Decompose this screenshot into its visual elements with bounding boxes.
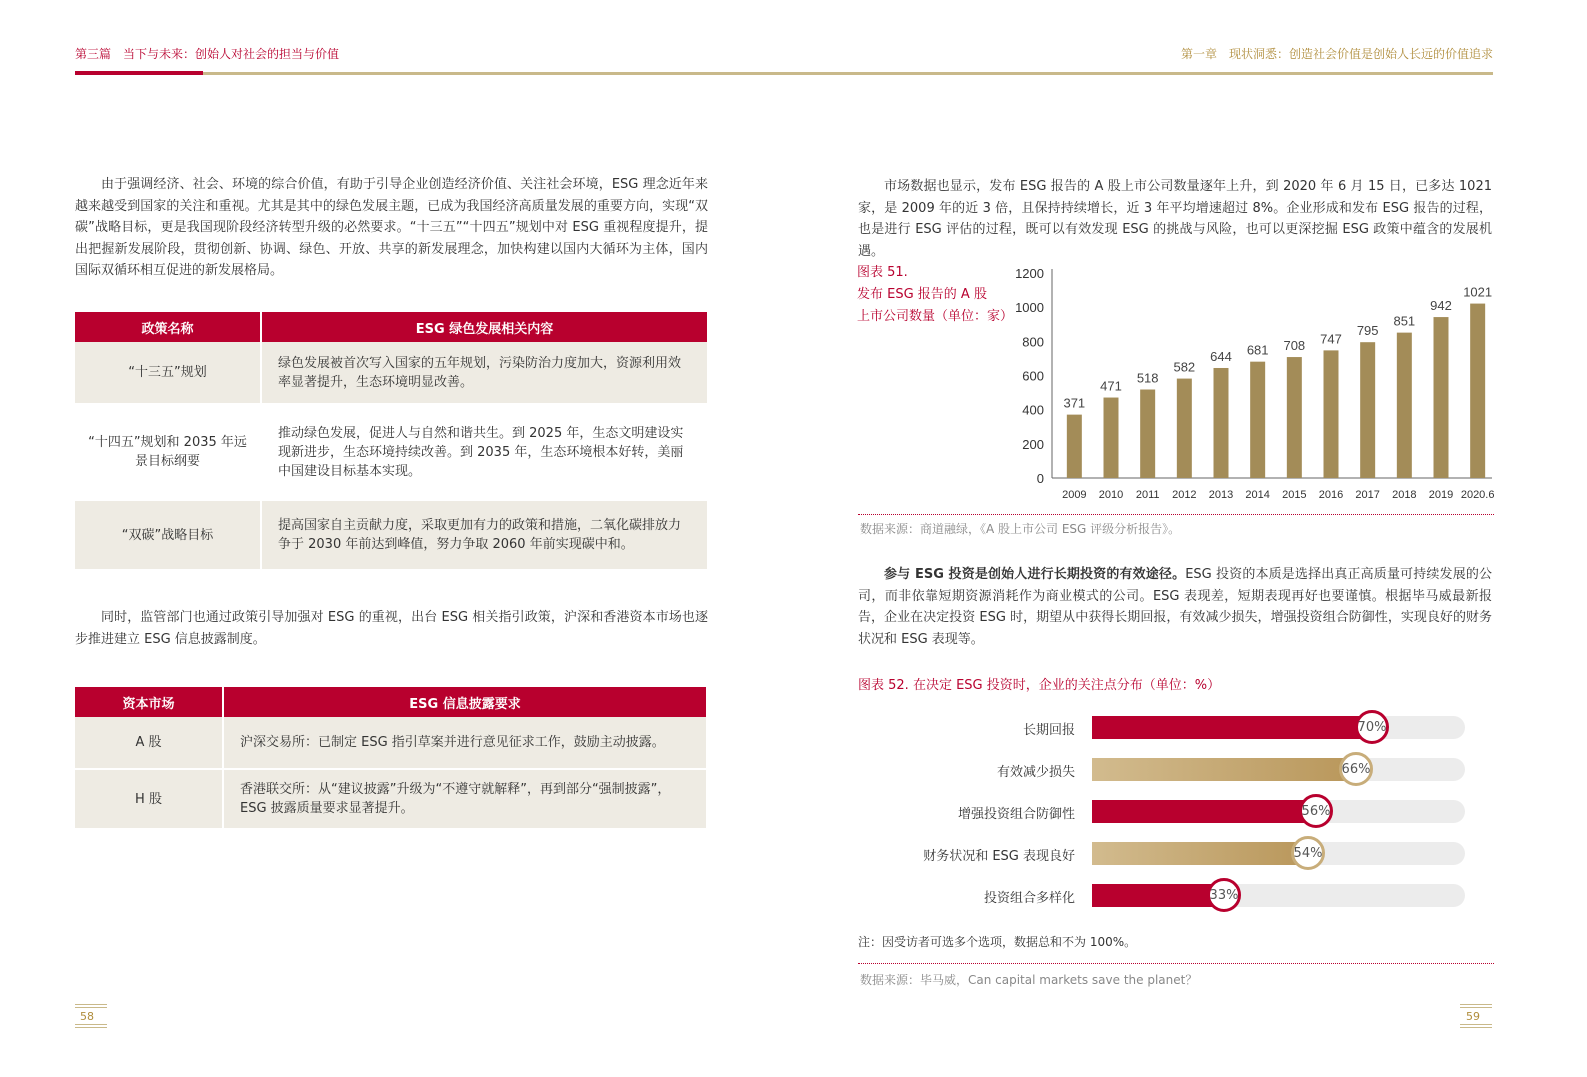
x-tick-label: 2009 (1062, 489, 1087, 501)
header-rule (75, 72, 1493, 75)
bar (1104, 398, 1119, 478)
x-tick-label: 2016 (1318, 489, 1344, 501)
policy-name: “十四五”规划和 2035 年远景目标纲要 (75, 404, 261, 500)
x-tick-label: 2017 (1355, 489, 1380, 501)
bar (1470, 304, 1485, 478)
market-content: 沪深交易所：已制定 ESG 指引草案并进行意见征求工作，鼓励主动披露。 (223, 717, 706, 769)
bar (1397, 333, 1412, 478)
figure-51-label: 图表 51. (857, 265, 908, 280)
bar-value-label: 371 (1063, 395, 1086, 411)
bar-value-label: 851 (1393, 313, 1416, 329)
x-tick-label: 2019 (1428, 489, 1454, 501)
table-row (75, 404, 707, 500)
bar-value-label: 471 (1100, 378, 1122, 394)
bar-value-label: 644 (1210, 348, 1232, 364)
figure-51-title (857, 262, 1017, 328)
x-tick-label: 2018 (1392, 489, 1417, 501)
bar-value-label: 70% (1355, 710, 1389, 744)
bar-value-label: 681 (1246, 342, 1269, 358)
page-number-left: 58 (80, 1010, 94, 1023)
bar-category-label: 增强投资组合防御性 (957, 807, 1075, 822)
y-tick-label: 0 (1036, 471, 1044, 486)
table-row (75, 717, 706, 769)
right-paragraph-2-lead: 参与 ESG 投资是创始人进行长期投资的有效途径。 (884, 567, 1186, 582)
table-row (75, 342, 707, 404)
policy-table (75, 312, 707, 571)
policy-name: “双碳”战略目标 (75, 500, 261, 570)
x-tick-label: 2011 (1135, 489, 1160, 501)
bar-value-label: 33% (1207, 878, 1241, 912)
bar-value-label: 56% (1299, 794, 1333, 828)
figure-51-source: 数据来源：商道融绿，《A 股上市公司 ESG 评级分析报告》。 (860, 522, 1181, 536)
page-number-rule (75, 1004, 107, 1008)
x-tick-label: 2020.6 (1460, 489, 1495, 501)
bar-value-label: 942 (1430, 298, 1452, 314)
policy-content: 推动绿色发展，促进人与自然和谐共生。到 2025 年，生态文明建设实现新进步，生态环境持续改善。到 2035 年，生态环境根本好转，美丽中国建设目标基本实现。 (261, 404, 707, 500)
x-tick-label: 2013 (1208, 489, 1234, 501)
bar-category-label: 长期回报 (1022, 723, 1075, 738)
y-tick-label: 800 (1022, 334, 1044, 350)
bar (1140, 390, 1155, 478)
bar-value-label: 54% (1291, 836, 1325, 870)
bar-value-label: 708 (1283, 338, 1306, 354)
disclosure-table (75, 687, 706, 830)
bar (1092, 758, 1356, 781)
policy-content: 提高国家自主贡献力度，采取更加有力的政策和措施，二氧化碳排放力争于 2030 年前达到峰值，努力争取 2060 年前实现碳中和。 (261, 500, 707, 570)
bar (1177, 379, 1192, 478)
bar-category-label: 财务状况和 ESG 表现良好 (923, 849, 1075, 864)
header-rule-accent (75, 71, 203, 75)
y-tick-label: 600 (1022, 368, 1044, 384)
esg-report-count-chart (1000, 258, 1500, 508)
market-name: H 股 (75, 769, 223, 829)
page-number-rule (75, 1024, 107, 1028)
page-number-rule (1460, 1004, 1492, 1008)
figure-52-source: 数据来源：毕马威，Can capital markets save the planet？ (860, 973, 1198, 987)
bar (1214, 368, 1229, 478)
policy-name: “十三五”规划 (75, 342, 261, 404)
x-tick-label: 2014 (1245, 489, 1270, 501)
bar (1250, 362, 1265, 478)
page-number-rule (1460, 1024, 1492, 1028)
figure-52-note: 注：因受访者可选多个选项，数据总和不为 100%。 (858, 935, 1137, 949)
right-paragraph-2-body: ESG 投资的本质是选择出真正高质量可持续发展的公司，而非依靠短期资源消耗作为商业模式的公司。ESG 表现差，短期表现再好也要谨慎。根据毕马威最新报告，企业在决定投资 ESG 时，期望从中获得长期回报，有效减少损失，增强投资组合防御性，实现良好的财务状况和 ESG 表现等。 (858, 567, 1492, 647)
y-tick-label: 1000 (1015, 300, 1044, 316)
bar (1092, 716, 1372, 739)
bar-value-label: 66% (1339, 752, 1373, 786)
bar (1287, 357, 1302, 478)
policy-table-header-content: ESG 绿色发展相关内容 (261, 312, 707, 342)
figure-52-title: 图表 52. 在决定 ESG 投资时，企业的关注点分布（单位：%） (858, 678, 1221, 693)
disclosure-table-header-content: ESG 信息披露要求 (223, 687, 706, 717)
figure-52-divider (858, 963, 1494, 964)
bar-value-label: 747 (1320, 331, 1342, 347)
bar-value-label: 795 (1356, 323, 1379, 339)
disclosure-table-header-market: 资本市场 (75, 687, 223, 717)
y-tick-label: 400 (1022, 402, 1044, 418)
bar (1324, 350, 1339, 478)
x-tick-label: 2012 (1172, 489, 1197, 501)
x-tick-label: 2015 (1282, 489, 1307, 501)
figure-51-divider (858, 514, 1494, 515)
right-paragraph-2 (858, 564, 1492, 650)
bar-value-label: 518 (1136, 370, 1159, 386)
x-tick-label: 2010 (1098, 489, 1124, 501)
bar (1092, 884, 1224, 907)
bar (1434, 317, 1449, 478)
market-name: A 股 (75, 717, 223, 769)
header-right-title: 第一章 现状洞悉：创造社会价值是创始人长远的价值追求 (1180, 47, 1493, 61)
table-row (75, 500, 707, 570)
bar (1360, 342, 1375, 478)
figure-51-title-line: 发布 ESG 报告的 A 股 (857, 287, 987, 302)
bar-value-label: 582 (1173, 359, 1196, 375)
table-row (75, 769, 706, 829)
market-content: 香港联交所：从“建议披露”升级为“不遵守就解释”，再到部分“强制披露”，ESG 披露质量要求显著提升。 (223, 769, 706, 829)
right-paragraph-1: 市场数据也显示，发布 ESG 报告的 A 股上市公司数量逐年上升，到 2020 年 6 月 15 日，已多达 1021 家，是 2009 年的近 3 倍，且保持持续增长，近 3 年平均增速超过 8%。企业形成和发布 ESG 报告的过程，也是进行 ESG 评估的过程，既可以有效发现 ESG 的挑战与风险，也可以更深挖掘 ESG 政策中蕴含的发展机遇。 (858, 179, 1492, 259)
policy-table-header-name: 政策名称 (75, 312, 261, 342)
bar-category-label: 有效减少损失 (996, 765, 1075, 780)
left-paragraph-1: 由于强调经济、社会、环境的综合价值，有助于引导企业创造经济价值、关注社会环境，ESG 理念近年来越来越受到国家的关注和重视。尤其是其中的绿色发展主题，已成为我国经济高质量发展的重要方向，实现“双碳”战略目标，更是我国现阶段经济转型升级的必然要求。“十三五”“十四五”规划中对 ESG 重视程度提升，提出把握新发展阶段，贯彻创新、协调、绿色、开放、共享的新发展理念，加快构建以国内大循环为主体，国内国际双循环相互促进的新发展格局。 (75, 177, 708, 278)
esg-investment-focus-chart (858, 705, 1498, 925)
bar (1067, 415, 1082, 478)
bar (1092, 842, 1308, 865)
bar-value-label: 1021 (1463, 284, 1493, 300)
header-left-title: 第三篇 当下与未来：创始人对社会的担当与价值 (75, 47, 340, 61)
page-number-right: 59 (1466, 1010, 1480, 1023)
policy-content: 绿色发展被首次写入国家的五年规划，污染防治力度加大，资源利用效率显著提升，生态环境明显改善。 (261, 342, 707, 404)
figure-51-title-line: 上市公司数量（单位：家） (857, 309, 1014, 324)
y-tick-label: 1200 (1015, 266, 1044, 281)
left-paragraph-2: 同时，监管部门也通过政策引导加强对 ESG 的重视，出台 ESG 相关指引政策，沪深和香港资本市场也逐步推进建立 ESG 信息披露制度。 (75, 610, 708, 647)
bar (1092, 800, 1316, 823)
y-tick-label: 200 (1022, 436, 1044, 452)
bar-category-label: 投资组合多样化 (983, 891, 1075, 906)
